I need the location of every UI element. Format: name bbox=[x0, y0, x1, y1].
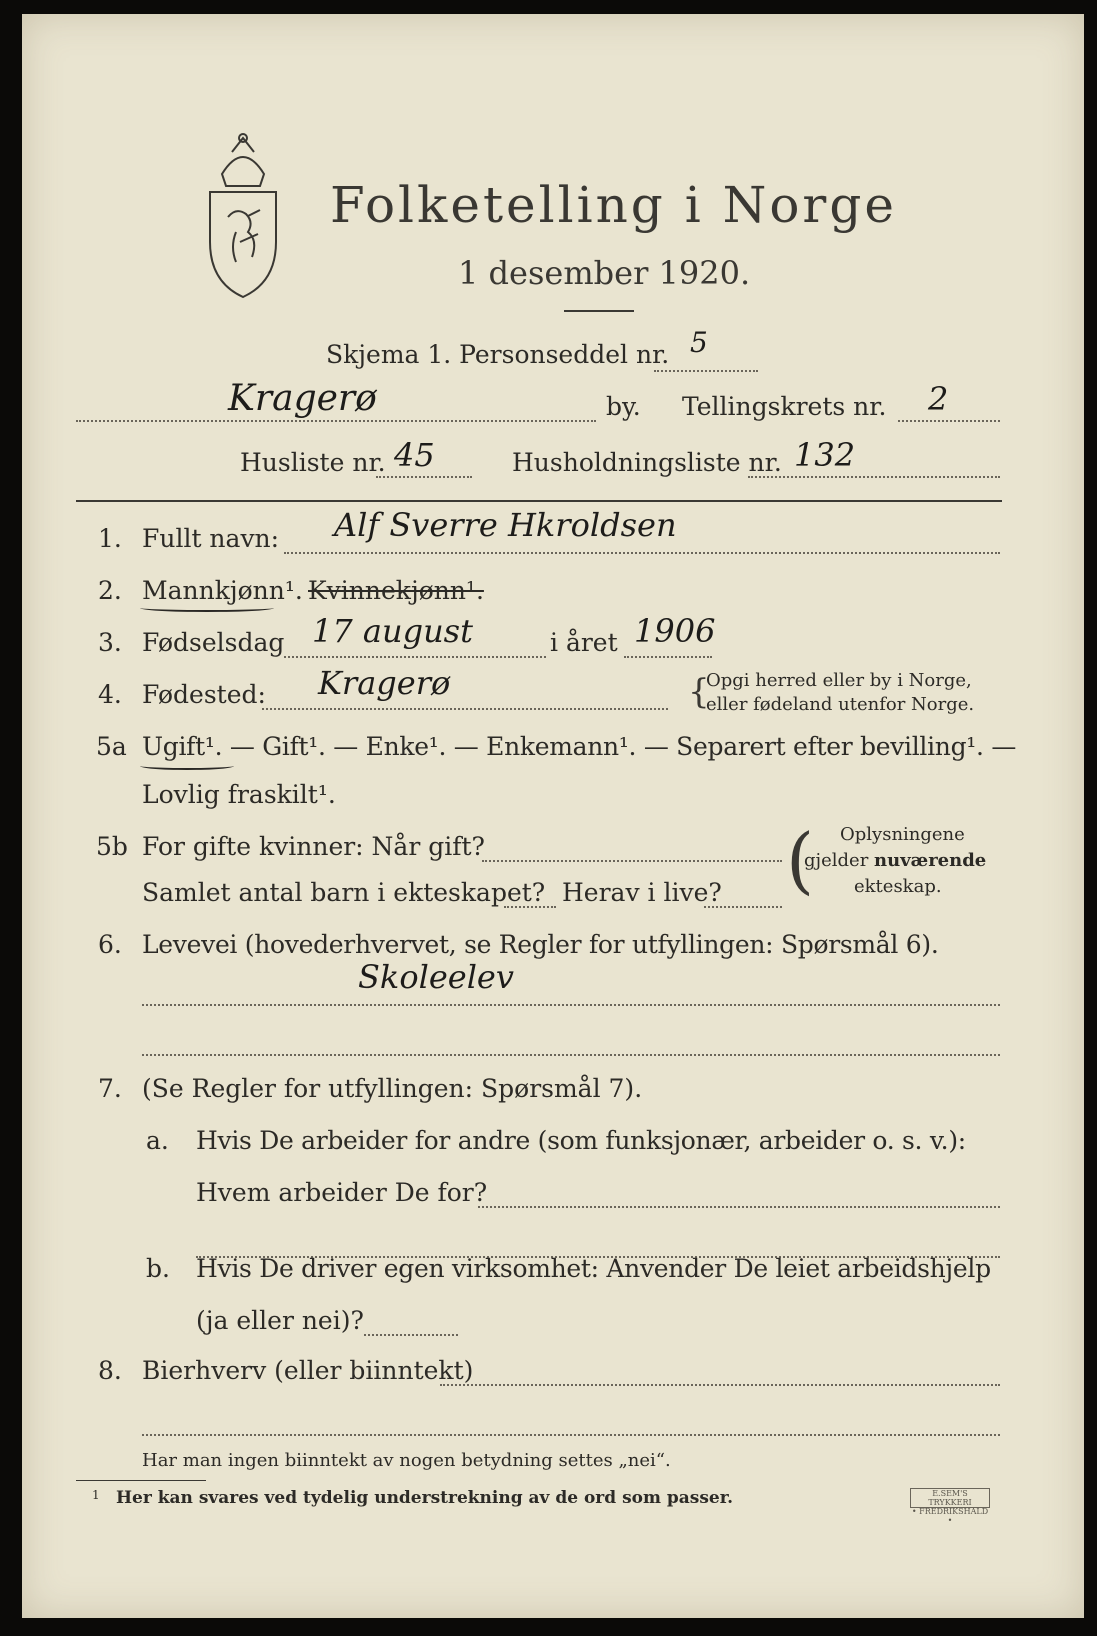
q4-note-line1: Opgi herred eller by i Norge, bbox=[706, 670, 972, 691]
q4-line bbox=[262, 708, 668, 710]
q5a-number: 5a bbox=[96, 732, 127, 761]
q7a-line2: Hvem arbeider De for? bbox=[196, 1178, 488, 1207]
by-label: by. bbox=[606, 392, 641, 421]
tellingskrets-line bbox=[898, 420, 1000, 422]
q7b-line bbox=[364, 1334, 458, 1336]
q3-line bbox=[284, 656, 546, 658]
husliste-line bbox=[376, 476, 472, 478]
q1-full-name: Alf Sverre Hkroldsen bbox=[334, 506, 677, 544]
header-divider bbox=[76, 500, 1002, 502]
q3-number: 3. bbox=[98, 628, 122, 657]
footnote-divider bbox=[76, 1480, 206, 1481]
q2-number: 2. bbox=[98, 576, 122, 605]
q5b-brace: ( bbox=[786, 818, 815, 902]
q6-occupation: Skoleelev bbox=[358, 958, 514, 996]
city-handwritten: Kragerø bbox=[228, 378, 377, 419]
husliste-label: Husliste nr. bbox=[240, 448, 386, 477]
footnote-text: Her kan svares ved tydelig understrekning av de ord som passer. bbox=[116, 1488, 734, 1508]
q2-female-struck: Kvinnekjønn¹. bbox=[308, 576, 484, 605]
q7a-letter: a. bbox=[146, 1126, 169, 1155]
q6-label: Levevei (hovederhvervet, se Regler for utfyllingen: Spørsmål 6). bbox=[142, 930, 939, 959]
q5a-underline-mark bbox=[140, 762, 234, 770]
q5b-note-line3: ekteskap. bbox=[854, 876, 942, 897]
q4-label: Fødested: bbox=[142, 680, 266, 709]
q8-note: Har man ingen biinntekt av nogen betydning settes „nei“. bbox=[142, 1450, 671, 1471]
q5b-line1: For gifte kvinner: Når gift? bbox=[142, 832, 485, 861]
q3-year-line bbox=[624, 656, 712, 658]
q6-line2 bbox=[142, 1054, 1000, 1056]
q5b-gift-line bbox=[482, 860, 782, 862]
q4-note-line2: eller fødeland utenfor Norge. bbox=[706, 694, 975, 715]
form-title: Folketelling i Norge bbox=[330, 176, 897, 234]
q7a-line1: Hvis De arbeider for andre (som funksjonær, arbeider o. s. v.): bbox=[196, 1126, 966, 1155]
q8-label: Bierhverv (eller biinntekt) bbox=[142, 1356, 474, 1385]
printer-stamp: E.SEM'S TRYKKERI • FREDRIKSHALD • bbox=[911, 1489, 989, 1525]
q5a-options: Ugift¹. — Gift¹. — Enke¹. — Enkemann¹. — Separert efter bevilling¹. — bbox=[142, 732, 1017, 761]
coat-of-arms-icon bbox=[202, 132, 284, 306]
q5b-note-line2: gjelder nuværende bbox=[804, 850, 987, 871]
husholdningsliste-line bbox=[748, 476, 1000, 478]
q1-number: 1. bbox=[98, 524, 122, 553]
q2-male: Mannkjønn¹. bbox=[142, 576, 303, 605]
q5b-note-line1: Oplysningene bbox=[840, 824, 965, 845]
q3-label: Fødselsdag bbox=[142, 628, 285, 657]
q1-line bbox=[284, 552, 1000, 554]
q6-line1 bbox=[142, 1004, 1000, 1006]
q4-number: 4. bbox=[98, 680, 122, 709]
census-date: 1 desember 1920. bbox=[458, 254, 751, 292]
q5a-line2: Lovlig fraskilt¹. bbox=[142, 780, 336, 809]
q8-line2 bbox=[142, 1434, 1000, 1436]
q3-birthdate: 17 august bbox=[312, 612, 473, 650]
skjema-label: Skjema 1. Personseddel nr. bbox=[326, 340, 670, 369]
q6-number: 6. bbox=[98, 930, 122, 959]
q5b-barn-line bbox=[504, 906, 556, 908]
q8-line bbox=[440, 1384, 1000, 1386]
q7-label: (Se Regler for utfyllingen: Spørsmål 7). bbox=[142, 1074, 643, 1103]
q2-underline-mark bbox=[140, 604, 274, 612]
tellingskrets-label: Tellingskrets nr. bbox=[682, 392, 887, 421]
q7b-line1: Hvis De driver egen virksomhet: Anvender De leiet arbeidshjelp bbox=[196, 1254, 991, 1283]
q3-year-label: i året bbox=[550, 628, 618, 657]
husholdningsliste-nr: 132 bbox=[794, 436, 856, 474]
husliste-nr: 45 bbox=[394, 436, 435, 474]
footnote-mark: 1 bbox=[92, 1488, 100, 1502]
q5b-ilive-line bbox=[704, 906, 782, 908]
personseddel-nr: 5 bbox=[690, 326, 708, 359]
q7b-letter: b. bbox=[146, 1254, 170, 1283]
q1-label: Fullt navn: bbox=[142, 524, 280, 553]
husholdningsliste-label: Husholdningsliste nr. bbox=[512, 448, 782, 477]
q8-number: 8. bbox=[98, 1356, 122, 1385]
city-line bbox=[76, 420, 596, 422]
q5b-barn-label: Samlet antal barn i ekteskapet? bbox=[142, 878, 546, 907]
q5b-ilive-label: Herav i live? bbox=[562, 878, 722, 907]
title-divider bbox=[564, 310, 634, 312]
q4-birthplace: Kragerø bbox=[318, 664, 451, 702]
census-form bbox=[22, 14, 1084, 1618]
personseddel-line bbox=[654, 370, 758, 372]
q7-number: 7. bbox=[98, 1074, 122, 1103]
q4-brace: { bbox=[688, 672, 710, 712]
q7b-line2: (ja eller nei)? bbox=[196, 1306, 364, 1335]
q3-year: 1906 bbox=[634, 612, 716, 650]
q7a-line bbox=[478, 1206, 1000, 1208]
q5b-number: 5b bbox=[96, 832, 128, 861]
tellingskrets-nr: 2 bbox=[928, 380, 949, 418]
